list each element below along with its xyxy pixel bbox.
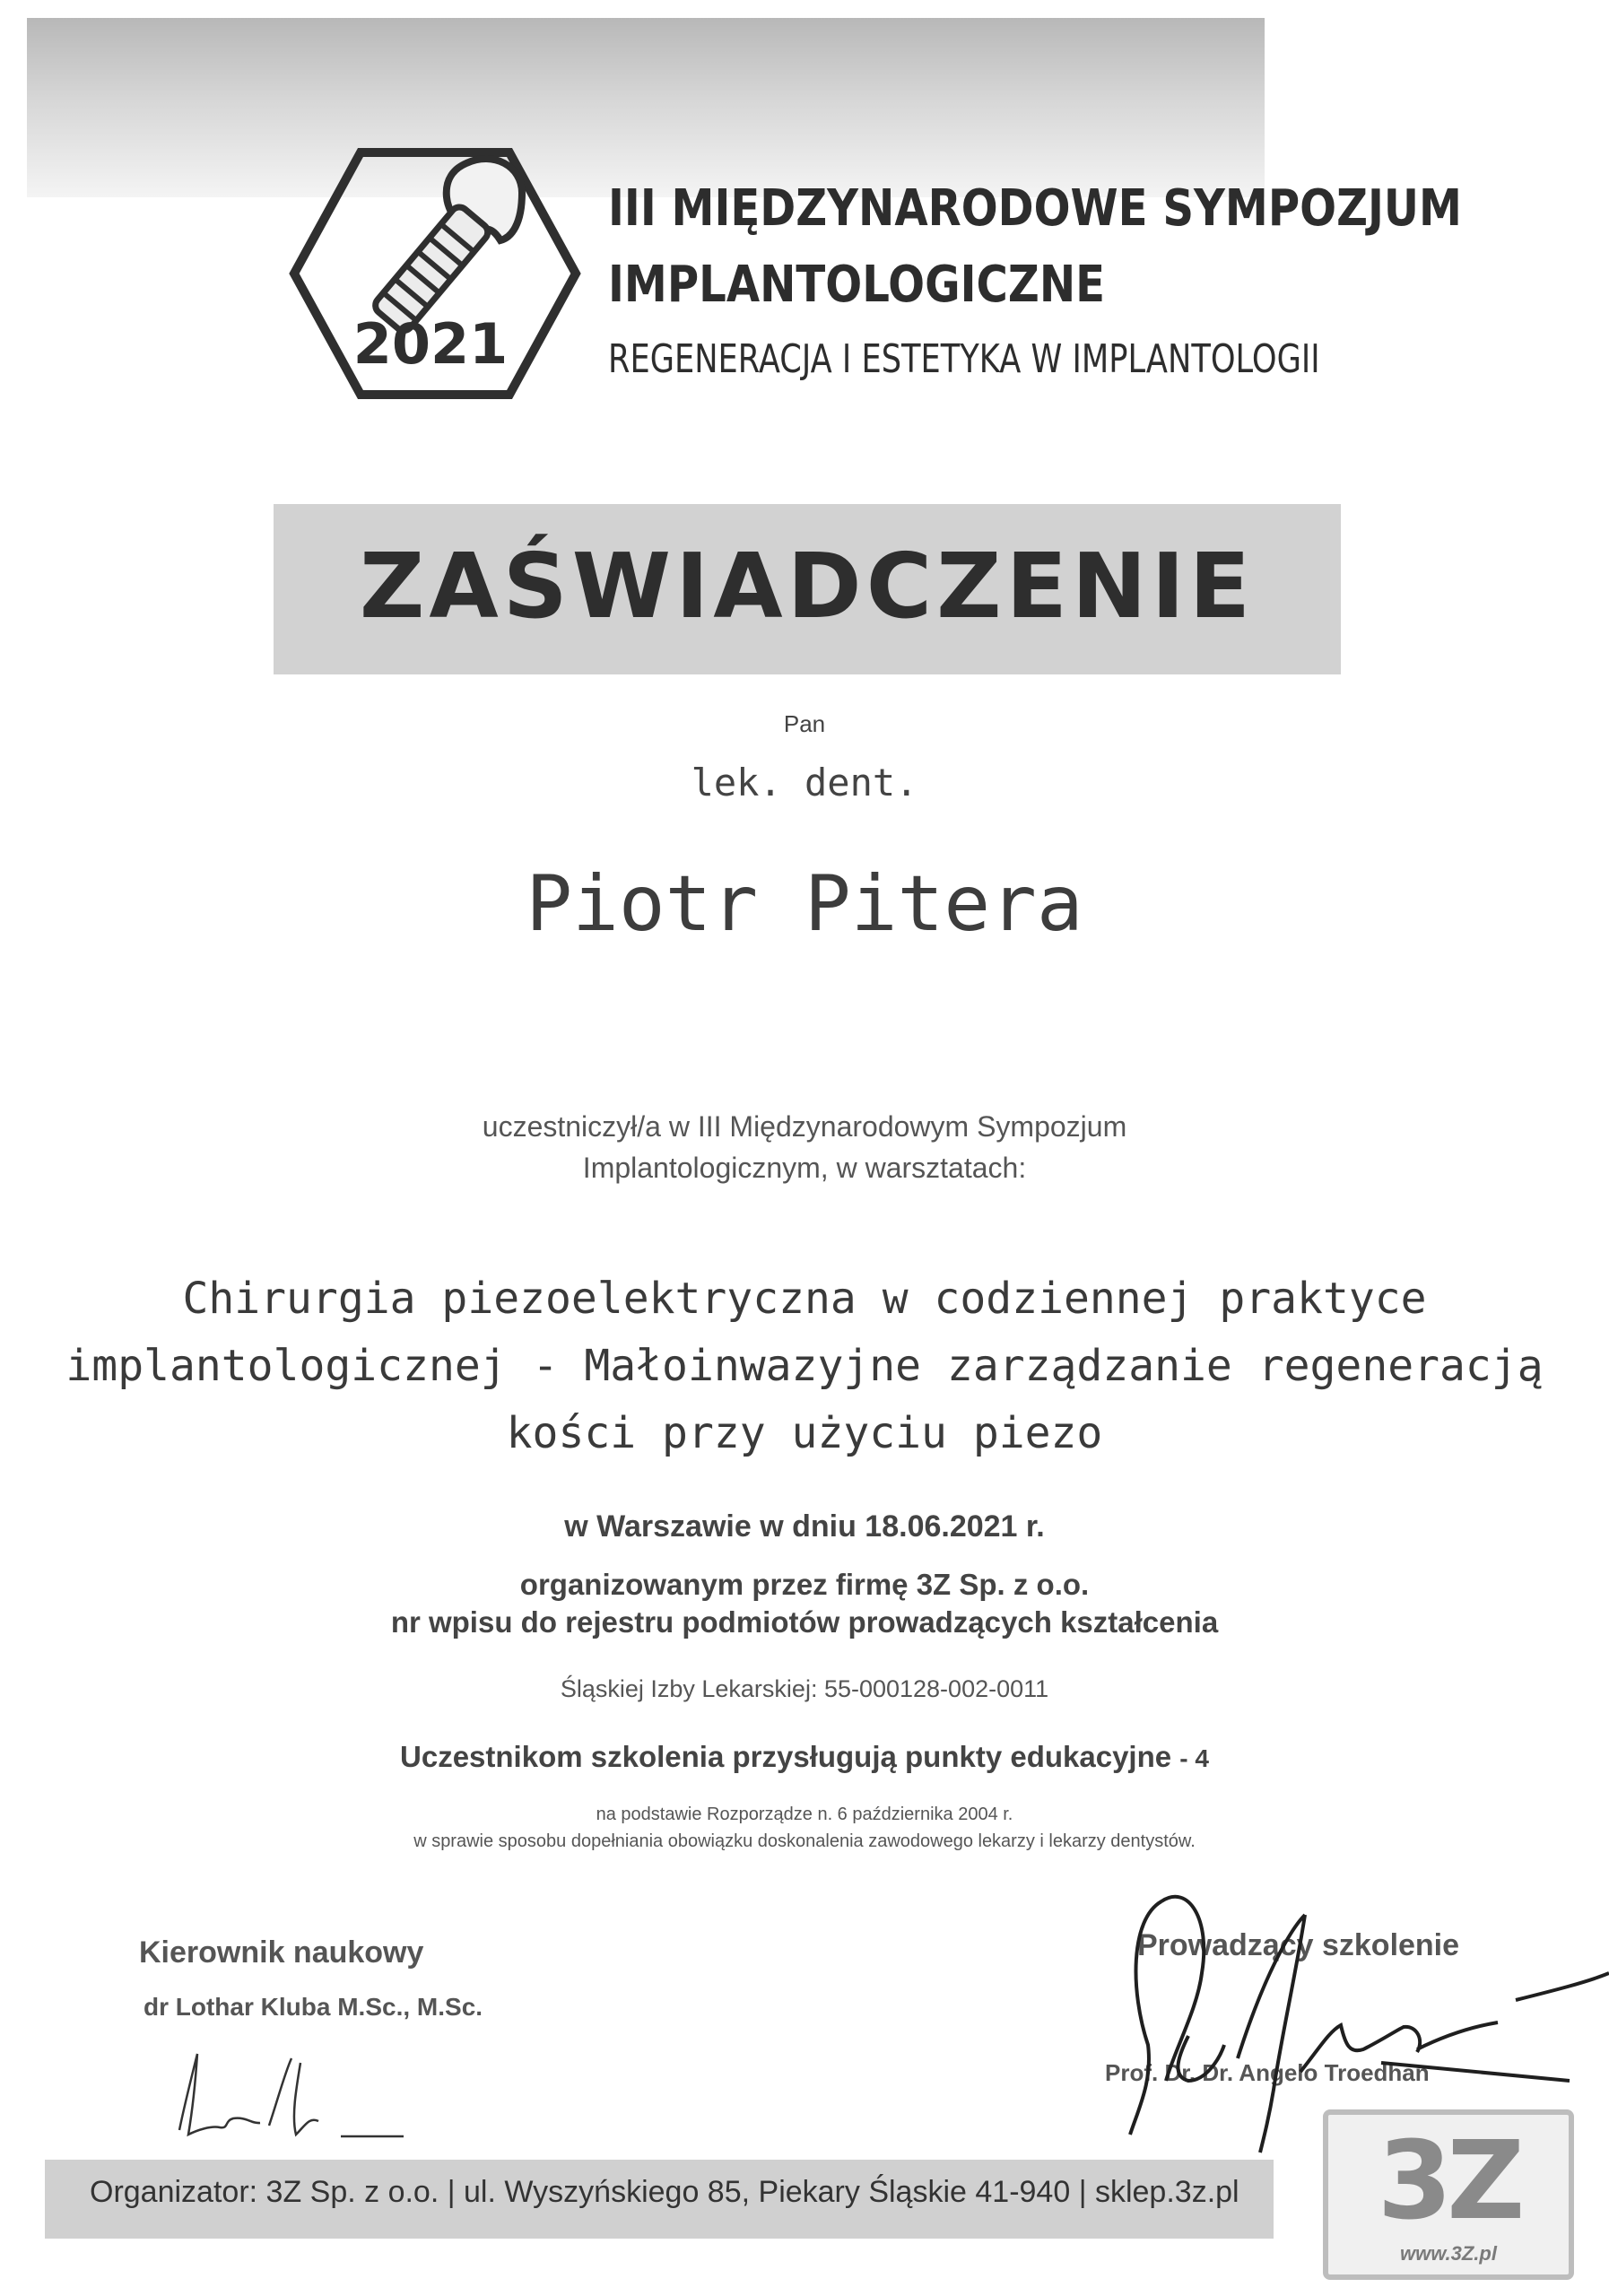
education-points-label: Uczestnikom szkolenia przysługują punkty edukacyjne: [400, 1740, 1172, 1773]
brand-url: www.3Z.pl: [1400, 2242, 1497, 2265]
trainer-role: Prowadzący szkolenie: [1137, 1928, 1460, 1962]
footer-organizer: Organizator: 3Z Sp. z o.o. | ul. Wyszyńskiego 85, Piekary Śląskie 41-940 | sklep.3z.pl: [90, 2175, 1239, 2209]
brand-logo-text: 3Z: [1377, 2119, 1520, 2244]
organizer-line-2: nr wpisu do rejestru podmiotów prowadzących kształcenia: [390, 1605, 1219, 1639]
event-name-title: IMPLANTOLOGICZNE: [608, 256, 1106, 314]
legal-basis-line-2: w sprawie sposobu dopełniania obowiązku doskonalenia zawodowego lekarzy i lekarzy dentystów.: [413, 1831, 1196, 1851]
education-points: [0, 1740, 1609, 1774]
logo-year: 2021: [352, 311, 509, 377]
legal-basis-line-1: na podstawie Rozporządze n. 6 października 2004 r.: [596, 1805, 1013, 1824]
recipient-name: Piotr Pitera: [526, 859, 1083, 949]
scientific-director-role: Kierownik naukowy: [139, 1935, 424, 1970]
certificate-title: ZAŚWIADCZENIE: [359, 534, 1256, 639]
participation-line-1: uczestniczył/a w III Międzynarodowym Sympozjum: [482, 1110, 1127, 1143]
event-date: w Warszawie w dniu 18.06.2021 r.: [564, 1509, 1045, 1544]
symposium-logo: [287, 144, 583, 404]
event-theme-subtitle: REGENERACJA I ESTETYKA W IMPLANTOLOGII: [608, 336, 1320, 382]
event-edition-title: III MIĘDZYNARODOWE SYMPOZJUM: [608, 179, 1462, 238]
workshop-title-line-2: implantologicznej - Małoinwazyjne zarządzanie regeneracją: [65, 1341, 1544, 1391]
organizer-line-1: organizowanym przez firmę 3Z Sp. z o.o.: [519, 1568, 1090, 1601]
recipient-degree: lek. dent.: [691, 761, 918, 804]
participation-line-2: Implantologicznym, w warsztatach:: [582, 1152, 1027, 1184]
scientific-director-name: dr Lothar Kluba M.Sc., M.Sc.: [144, 1993, 483, 2021]
scientific-director-signature: [144, 2036, 413, 2152]
header-background-band: [27, 18, 1265, 197]
workshop-title-line-1: Chirurgia piezoelektryczna w codziennej praktyce: [182, 1274, 1427, 1324]
workshop-title-line-3: kości przy użyciu piezo: [506, 1408, 1103, 1458]
salutation: Pan: [783, 710, 826, 737]
brand-logo-3z: [1323, 2109, 1574, 2280]
registry-number: Śląskiej Izby Lekarskiej: 55-000128-002-0011: [560, 1675, 1049, 1702]
education-points-value: - 4: [1179, 1744, 1209, 1772]
trainer-name: Prof. Dr. Dr. Angelo Troedhan: [1105, 2059, 1430, 2086]
